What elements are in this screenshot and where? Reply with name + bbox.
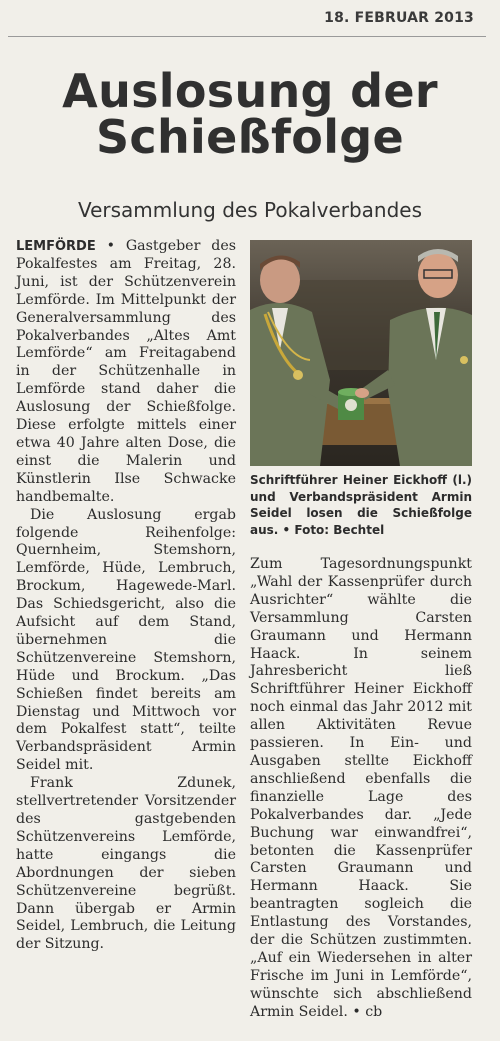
lead-paragraph [16, 238, 236, 507]
header-rule [8, 36, 486, 37]
publication-date: 18. FEBRUAR 2013 [324, 10, 474, 26]
article-column-right [250, 556, 472, 1022]
article-photo [250, 240, 472, 466]
body-paragraph-2: Die Auslosung ergab folgende Reihenfolge: Quernheim, Stemshorn, Lemförde, Hüde, Lembruch, Brockum, Hagewede-Marl. Das Schiedsgericht, also die Aufsicht auf dem Stand, übernehmen die Schützenvereine Stemshorn, Hüde und Brockum. „Das Schießen findet bereits am Dienstag und Mittwoch vor dem Pokalfest statt“, teilte Verbandspräsident Armin Seidel mit. [16, 506, 236, 774]
dateline-place: LEMFÖRDE [16, 239, 96, 254]
subheadline: Versammlung des Pokalverbandes [77, 198, 423, 222]
body-paragraph-4: Zum Tagesordnungspunkt „Wahl der Kassenprüfer durch Ausrichter“ wählte die Versammlung Carsten Graumann und Hermann Haack. In seinem Jahresbericht ließ Schriftführer Heiner Eickhoff noch einmal das Jahr 2012 mit allen Aktivitäten Revue passieren. In Ein- und Ausgaben stellte Eickhoff anschließend ebenfalls die finanzielle Lage des Pokalverbandes dar. „Jede Buchung war einwandfrei“, betonten die Kassenprüfer Carsten Graumann und Hermann Haack. Sie beantragten sogleich die Entlastung des Vorstandes, der die Schützen zustimmten. „Auf ein Wiedersehen in alter Frische im Juni in Lemförde“, wünschte sich abschließend Armin Seidel. • cb [250, 556, 472, 1020]
body-paragraph-3: Frank Zdunek, stellvertretender Vorsitzender des gastgebenden Schützenvereins Lemförde, hatte eingangs die Abordnungen der sieben Schützenvereine begrüßt. Dann übergab er Armin Seidel, Lembruch, die Leitung der Sitzung. [16, 775, 236, 953]
lead-text: • Gastgeber des Pokalfestes am Freitag, 28. Juni, ist der Schützenverein Lemförde. Im Mittelpunkt der Generalversammlung des Pokalverbandes „Altes Amt Lemförde“ am Freitagabend in der Schützenhalle in Lemförde stand daher die Auslosung der Schießfolge. Diese erfolgte mittels einer etwa 40 Jahre alten Dose, die einst die Malerin und Künstlerin Ilse Schwacke handbemalte. [16, 238, 236, 505]
article-column-left [16, 238, 236, 954]
headline: Auslosung der Schießfolge [62, 64, 438, 164]
photo-illustration [250, 240, 472, 466]
photo-caption: Schriftführer Heiner Eickhoff (l.) und Verbandspräsident Armin Seidel losen die Schießfolge aus. • Foto: Bechtel [250, 473, 472, 537]
